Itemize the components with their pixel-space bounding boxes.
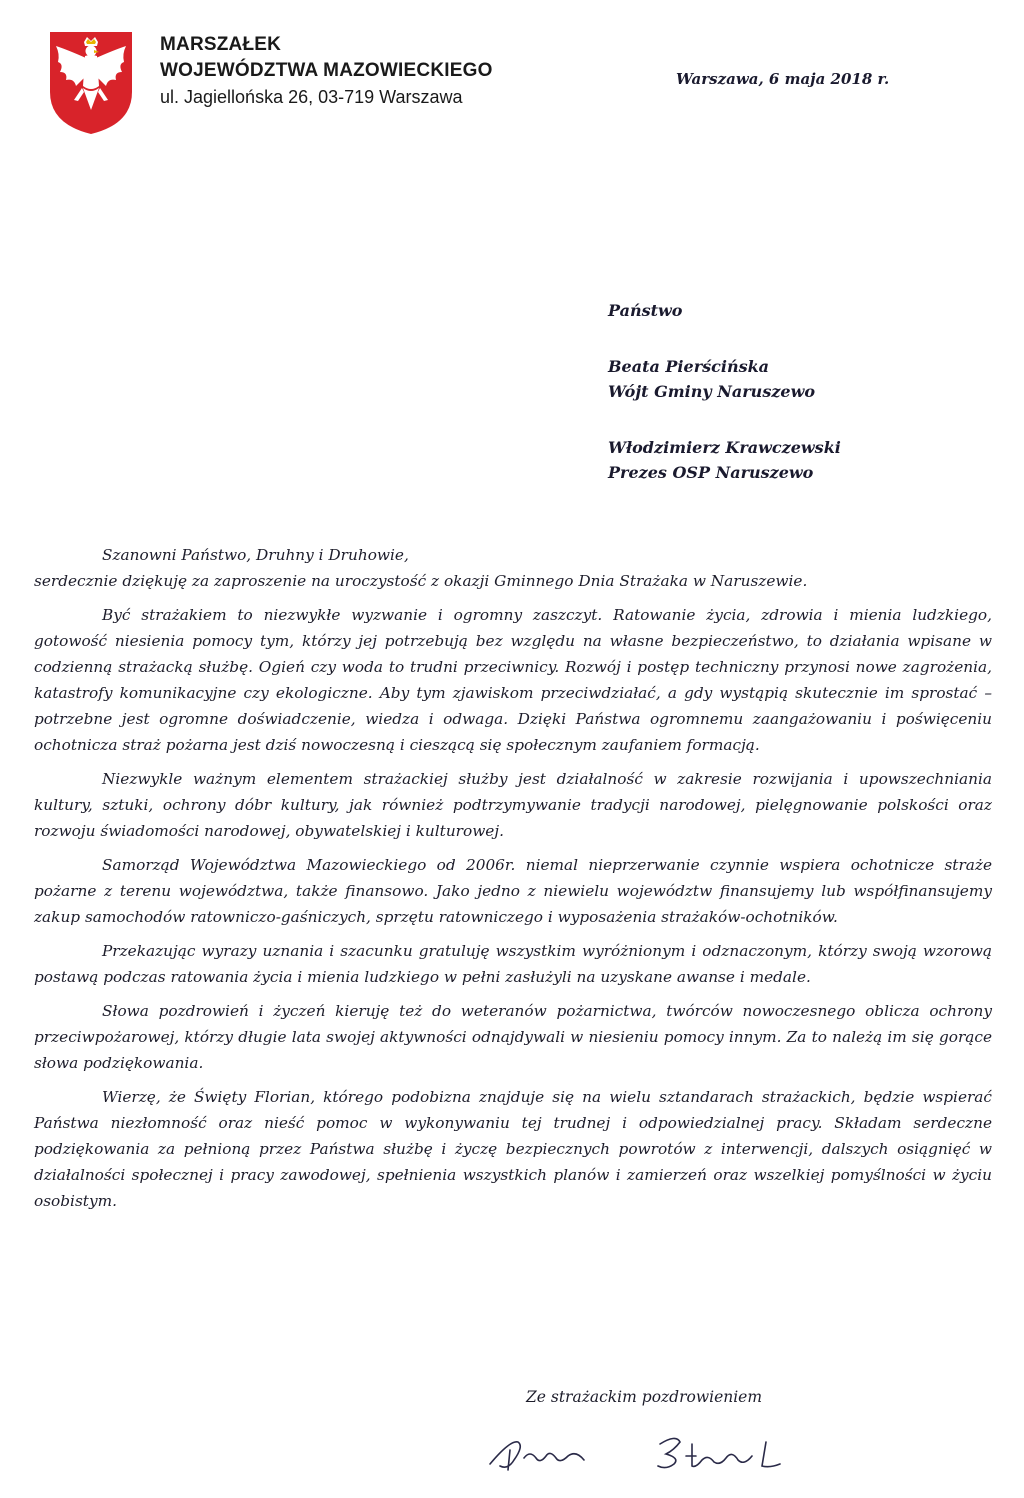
letter-date: Warszawa, 6 maja 2018 r.: [676, 70, 890, 88]
recipient-block: [608, 298, 841, 485]
sender-office: WOJEWÓDZTWA MAZOWIECKIEGO: [160, 60, 493, 81]
recipient-name-2: Włodzimierz Krawczewski: [608, 438, 841, 457]
letter-greeting: Szanowni Państwo, Druhny i Druhowie,: [102, 546, 409, 564]
red-shield-white-eagle-icon: [46, 28, 136, 138]
paragraph: Słowa pozdrowień i życzeń kieruję też do weteranów pożarnictwa, twórców nowoczesnego oblicza ochrony przeciwpożarowej, którzy długie lata swojej aktywności odnajdywali w niesieniu pomocy innym. Za to należą im się gorące słowa podziękowania.: [34, 1002, 992, 1072]
handwritten-signature: [480, 1420, 820, 1482]
sender-block: [160, 32, 493, 110]
paragraph: Samorząd Województwa Mazowieckiego od 2006r. niemal nieprzerwanie czynnie wspiera ochotnicze straże pożarne z terenu województwa, także finansowo. Jako jedno z niewielu województw finansujemy lub współfinansujemy zakup samochodów ratowniczo-gaśniczych, sprzętu ratowniczego i wyposażenia strażaków-ochotników.: [34, 856, 992, 926]
recipient-salutation: Państwo: [608, 301, 683, 320]
letter-body: [34, 542, 992, 1222]
paragraph: Wierzę, że Święty Florian, którego podobizna znajduje się na wielu sztandarach strażackich, będzie wspierać Państwa niezłomność oraz nieść pomoc w wykonywaniu tej trudnej i odpowiedzialnej pracy. Składam serdeczne podziękowania za pełnioną przez Państwa służbę i życzę bezpiecznych powrotów z interwencji, dalszych osiągnięć w działalności społecznej i pracy zawodowej, spełnienia wszystkich planów i zamierzeń oraz wszelkiej pomyślności w życiu osobistym.: [34, 1088, 992, 1210]
recipient-title-2: Prezes OSP Naruszewo: [608, 463, 814, 482]
letter-closing: Ze strażackim pozdrowieniem: [526, 1388, 763, 1406]
sender-address: ul. Jagiellońska 26, 03-719 Warszawa: [160, 87, 463, 107]
paragraph: Przekazując wyrazy uznania i szacunku gratuluję wszystkim wyróżnionym i odznaczonym, którzy swoją wzorową postawą podczas ratowania życia i mienia ludzkiego w pełni zasłużyli na uzyskane awanse i medale.: [34, 942, 992, 986]
recipient-name-1: Beata Pierścińska: [608, 357, 770, 376]
recipient-title-1: Wójt Gminy Naruszewo: [608, 382, 816, 401]
sender-title: MARSZAŁEK: [160, 34, 282, 55]
paragraph: Niezwykle ważnym elementem strażackiej służby jest działalność w zakresie rozwijania i upowszechniania kultury, sztuki, ochrony dóbr kultury, jak również podtrzymywanie tradycji narodowej, pielęgnowanie polskości oraz rozwoju świadomości narodowej, obywatelskiej i kulturowej.: [34, 770, 992, 840]
paragraph: Być strażakiem to niezwykłe wyzwanie i ogromny zaszczyt. Ratowanie życia, zdrowia i mienia ludzkiego, gotowość niesienia pomocy tym, którzy jej potrzebują bez względu na własne bezpieczeństwo, to działania wpisane w codzienną strażacką służbę. Ogień czy woda to trudni przeciwnicy. Rozwój i postęp techniczny przynosi nowe zagrożenia, katastrofy komunikacyjne czy ekologiczne. Aby tym zjawiskom przeciwdziałać, a gdy wystąpią skutecznie im sprostać – potrzebne jest ogromne doświadczenie, wiedza i odwaga. Dzięki Państwa ogromnemu zaangażowaniu i poświęceniu ochotnicza straż pożarna jest dziś nowoczesną i cieszącą się społecznym zaufaniem formacją.: [34, 606, 992, 754]
paragraph: serdecznie dziękuję za zaproszenie na uroczystość z okazji Gminnego Dnia Strażaka w Naruszewie.: [34, 572, 808, 590]
